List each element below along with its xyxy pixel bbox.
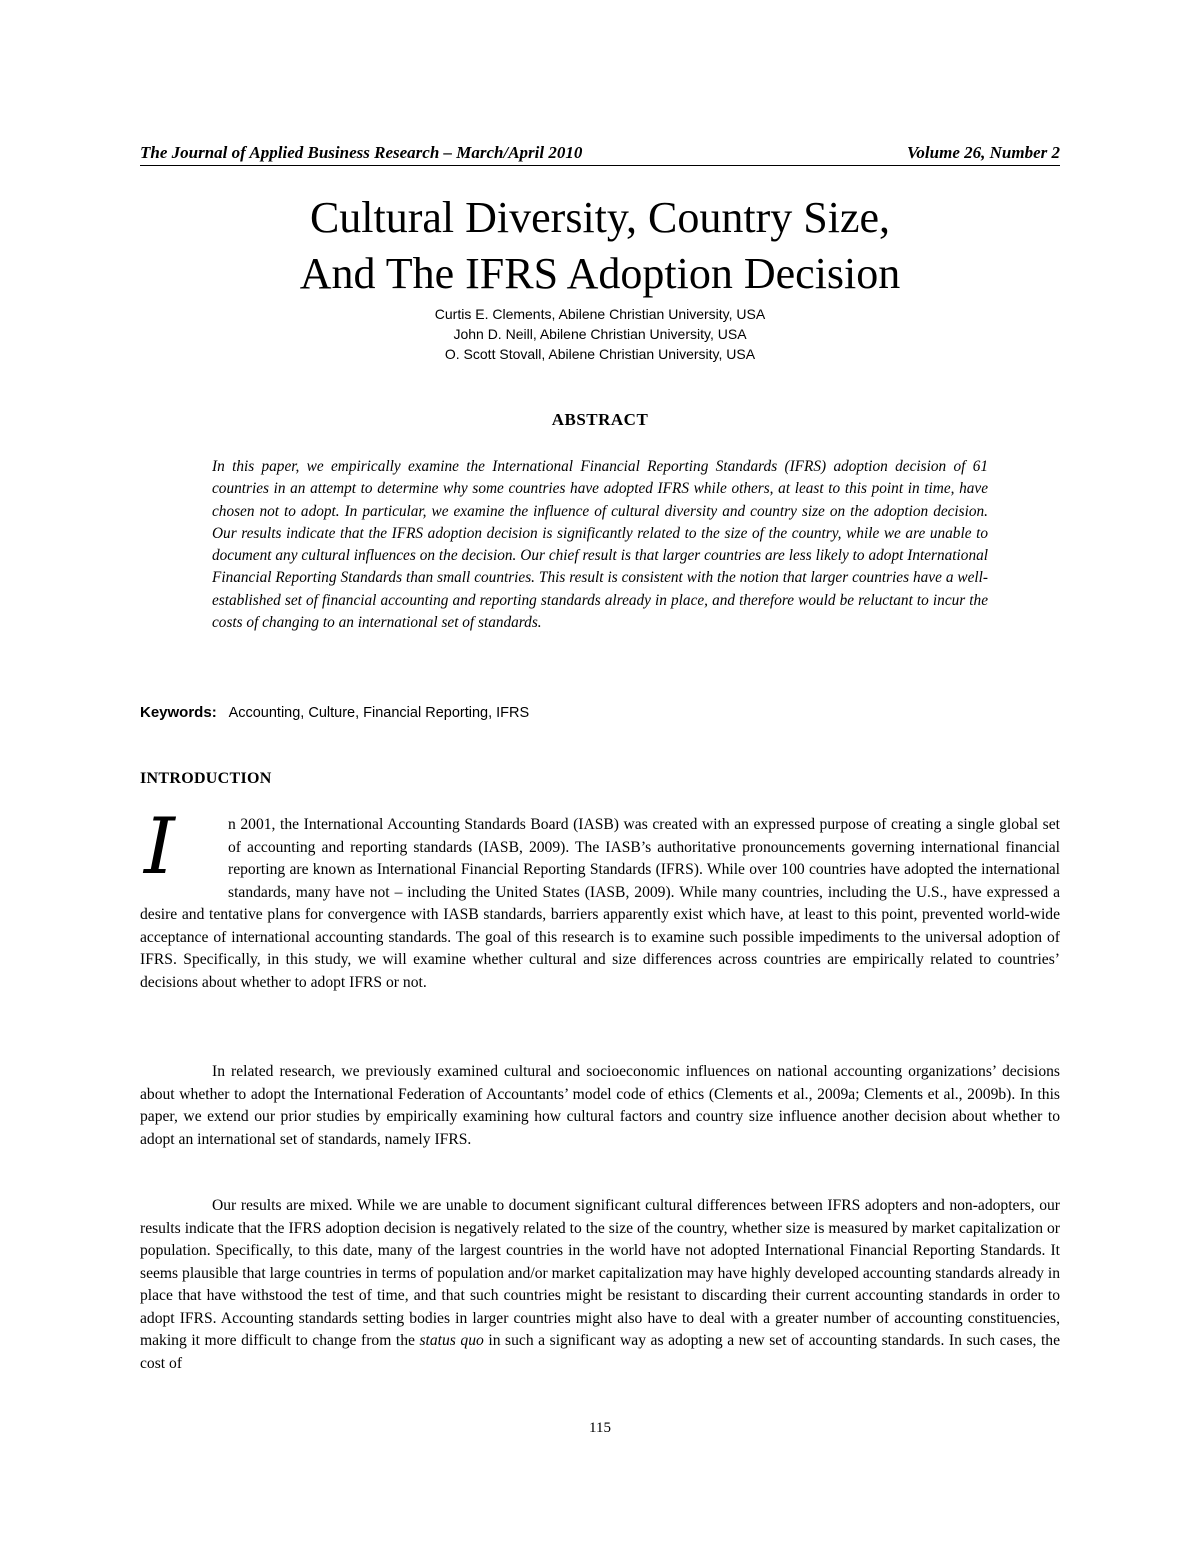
author-1: Curtis E. Clements, Abilene Christian University, USA: [434, 306, 766, 322]
keywords-list: Accounting, Culture, Financial Reporting, IFRS: [228, 705, 530, 721]
page-number: 115: [589, 1420, 611, 1436]
author-3: O. Scott Stovall, Abilene Christian University, USA: [444, 346, 756, 362]
title-line-1: Cultural Diversity, Country Size,: [309, 193, 891, 242]
intro-paragraph-3-start: Our results are mixed. While we are unable to document significant cultural differences between IFRS adopters and non-adopters, our results indicate that the IFRS adoption decision is negatively related to the size of the country, whether size is measured by market capitalization or population. Specifically, to this date, many of the largest countries in the world have not adopted International Financial Reporting Standards. It seems plausible that large countries in terms of population and/or market capitalization may have highly developed accounting standards already in place that have withstood the test of time, and that such countries might be resistant to discarding their current accounting standards in order to adopt IFRS. Accounting standards setting bodies in larger countries might also have to deal with a greater number of accounting constituencies, making it more difficult to change from the: [140, 1197, 1060, 1349]
title-line-2: And The IFRS Adoption Decision: [299, 249, 901, 298]
running-header: [140, 143, 1060, 166]
introduction-heading: INTRODUCTION: [140, 770, 272, 787]
intro-paragraph-3-end: in such a significant way as adopting a new set of accounting standards. In such cases, the cost of: [140, 1332, 1060, 1372]
abstract-heading: ABSTRACT: [551, 410, 649, 429]
intro-paragraph-1: [140, 802, 1060, 994]
author-2: John D. Neill, Abilene Christian University, USA: [453, 326, 747, 342]
journal-name: The Journal of Applied Business Research – March/April 2010: [140, 143, 583, 162]
volume-number: Volume 26, Number 2: [906, 143, 1060, 162]
abstract-text: In this paper, we empirically examine the International Financial Reporting Standards (IFRS) adoption decision of 61 countries in an attempt to determine why some countries have adopted IFRS while others, at least to this point in time, have chosen not to adopt. In particular, we examine the influence of cultural diversity and country size on the adoption decision. Our results indicate that the IFRS adoption decision is significantly related to the size of the country, while we are unable to document any cultural influences on the decision. Our chief result is that larger countries are less likely to adopt International Financial Reporting Standards than small countries. This result is consistent with the notion that larger countries have a well-established set of financial accounting and reporting standards already in place, and therefore would be reluctant to incur the costs of changing to an international set of standards.: [212, 458, 988, 632]
intro-paragraph-1-text: n 2001, the International Accounting Standards Board (IASB) was created with an expressed purpose of creating a single global set of accounting and reporting standards (IASB, 2009). The IASB’s authoritative pronouncements governing international financial reporting are known as International Financial Reporting Standards (IFRS). While over 100 countries have adopted the international standards, many have not – including the United States (IASB, 2009). While many countries, including the U.S., have expressed a desire and tentative plans for convergence with IASB standards, barriers apparently exist which have, at least to this point, prevented world-wide acceptance of international accounting standards. The goal of this research is to examine such possible impediments to the universal adoption of IFRS. Specifically, in this study, we will examine whether cultural and size differences across countries are empirically related to countries’ decisions about whether to adopt IFRS or not.: [140, 816, 1060, 991]
drop-cap: I: [144, 802, 175, 892]
intro-paragraph-3: [140, 1195, 1060, 1375]
status-quo-italic: status quo: [419, 1332, 484, 1349]
keywords-label: Keywords:: [140, 704, 217, 721]
keywords: [140, 702, 1060, 724]
author-list: [140, 304, 1060, 364]
paper-title: [140, 190, 1060, 302]
intro-paragraph-2: In related research, we previously examined cultural and socioeconomic influences on national accounting organizations’ decisions about whether to adopt the International Federation of Accountants’ model code of ethics (Clements et al., 2009a; Clements et al., 2009b). In this paper, we extend our prior studies by empirically examining how cultural factors and country size influence another decision about whether to adopt an international set of standards, namely IFRS.: [140, 1063, 1060, 1148]
